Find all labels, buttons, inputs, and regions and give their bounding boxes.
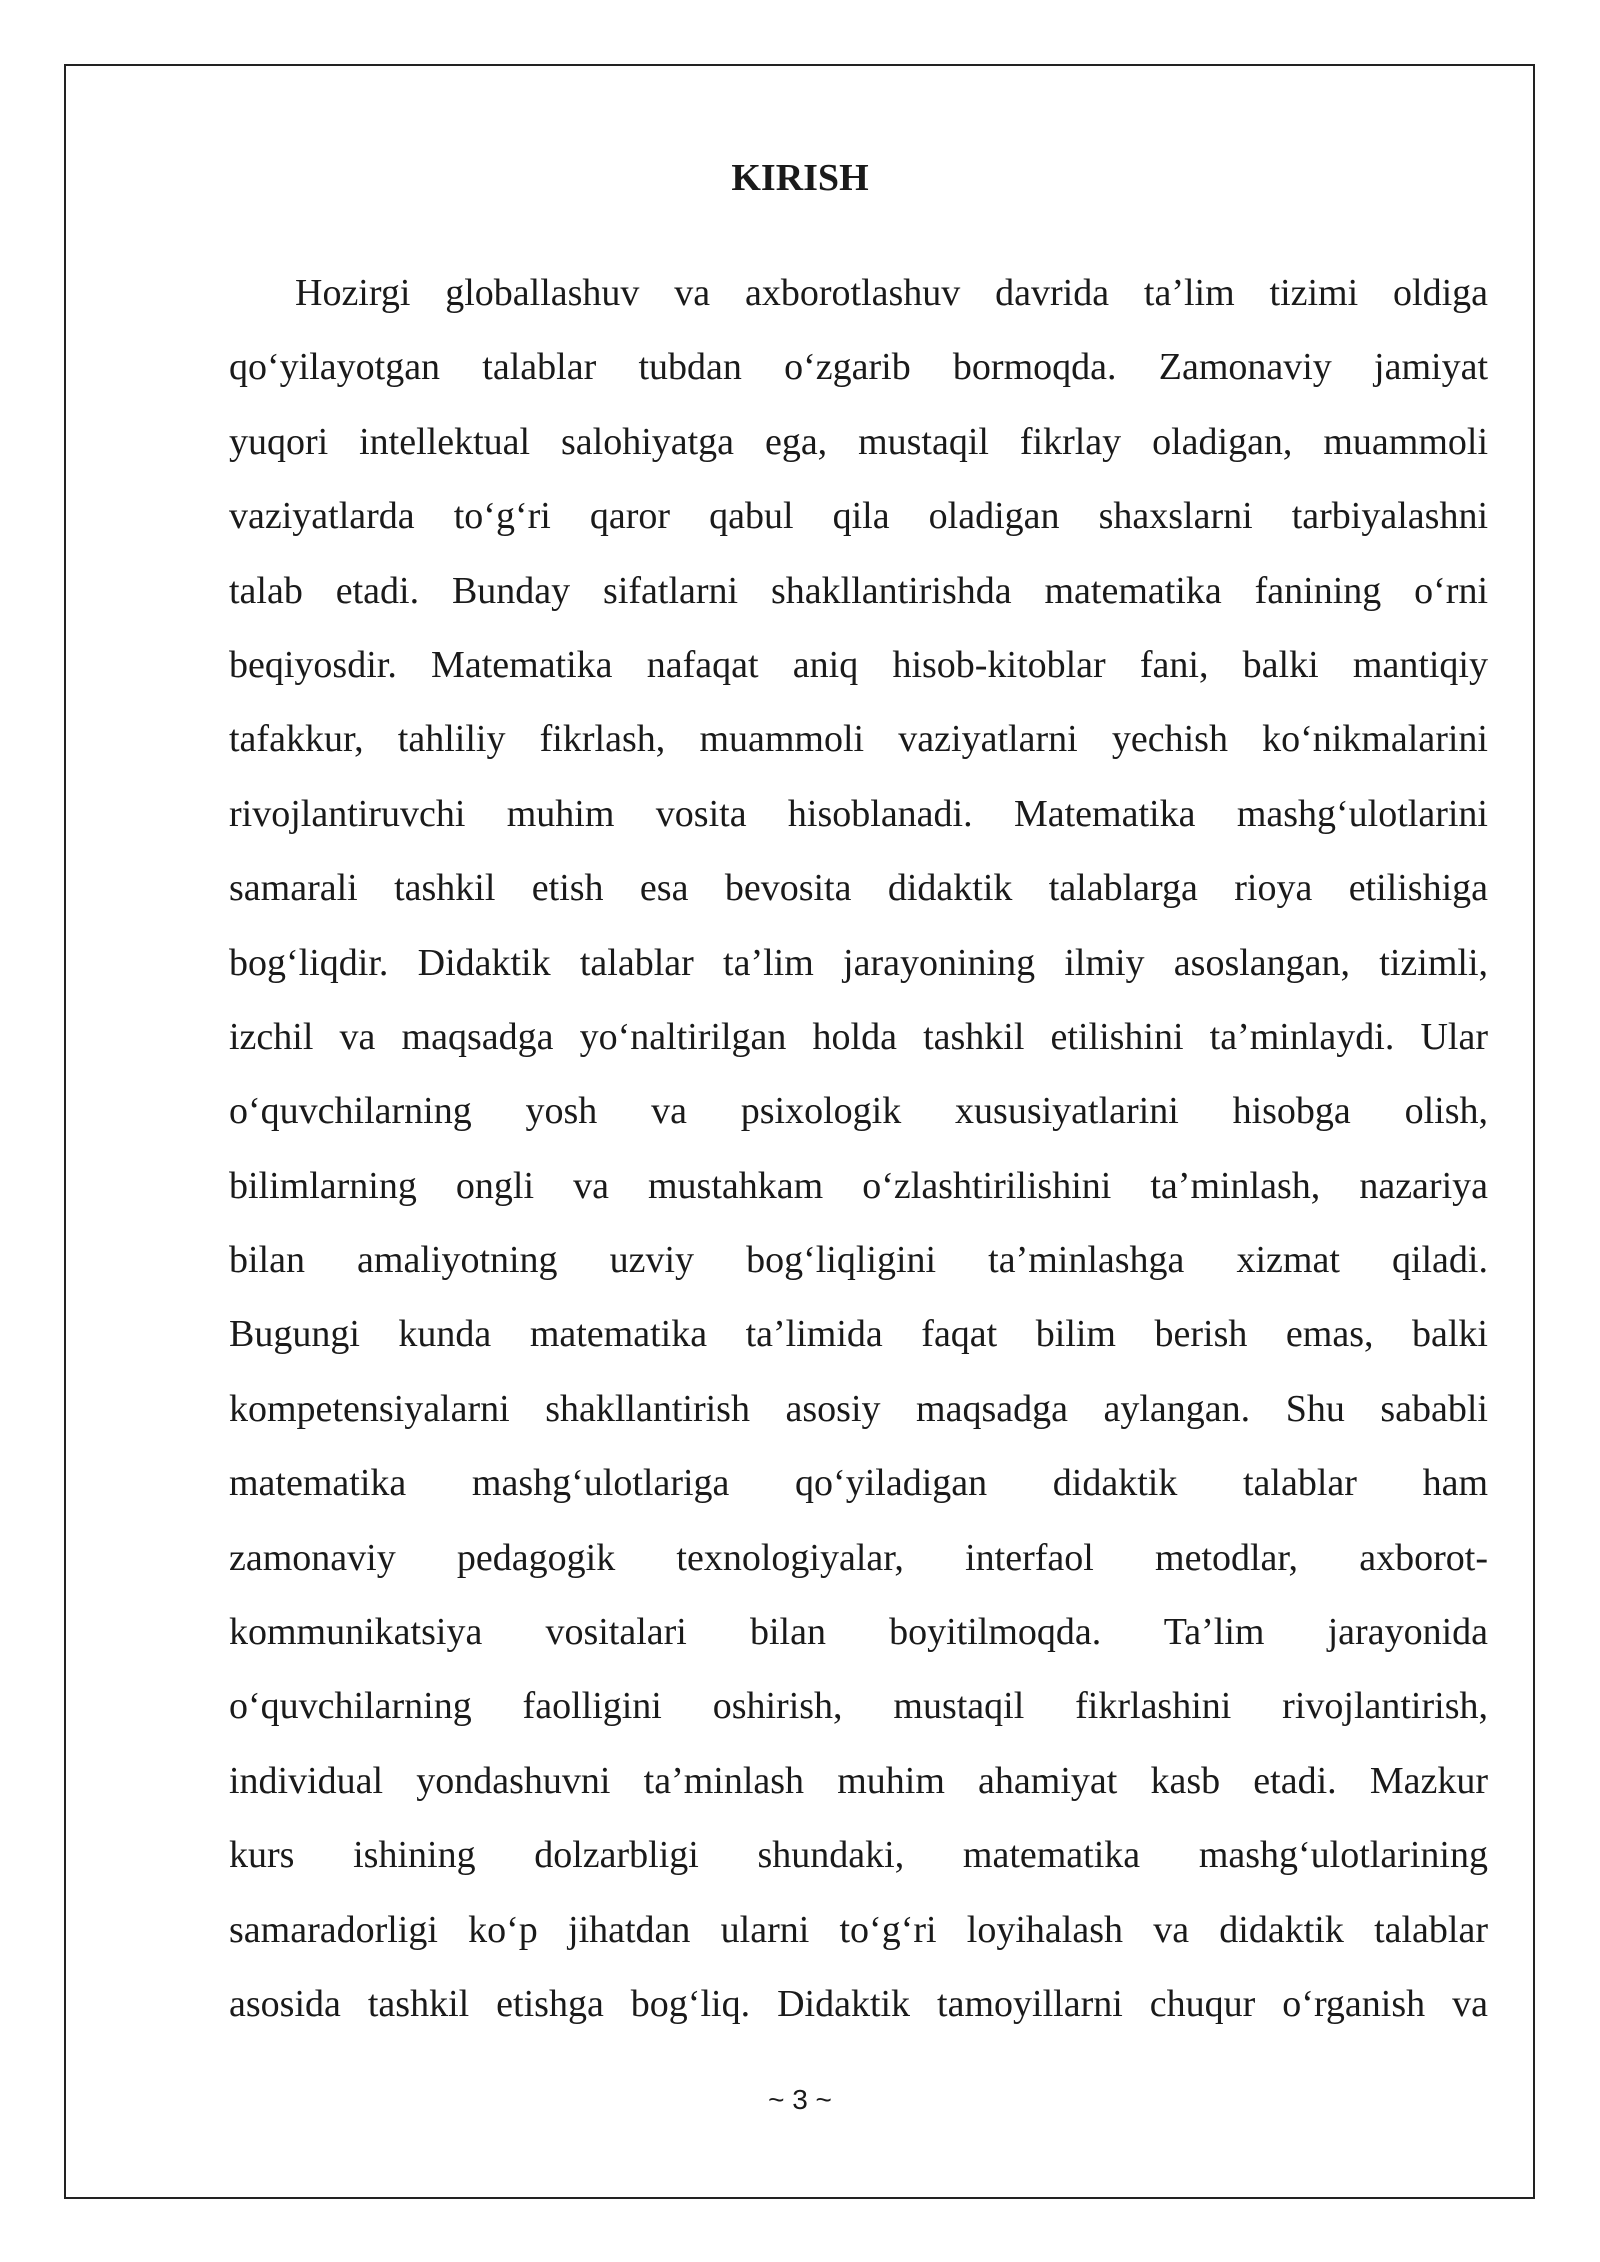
text-line: individual yondashuvni ta’minlash muhim ahamiyat kasb etadi. Mazkur [229, 1759, 1488, 1802]
text-line: yuqori intellektual salohiyatga ega, mustaqil fikrlay oladigan, muammoli [229, 420, 1488, 463]
text-line: rivojlantiruvchi muhim vosita hisoblanadi. Matematika mashg‘ulotlarini [229, 792, 1488, 835]
text-line: o‘quvchilarning yosh va psixologik xususiyatlarini hisobga olish, [229, 1090, 1488, 1133]
body-paragraph [229, 256, 1488, 2041]
text-line: bilimlarning ongli va mustahkam o‘zlashtirilishini ta’minlash, nazariya [229, 1164, 1488, 1207]
text-line: izchil va maqsadga yo‘naltirilgan holda tashkil etilishini ta’minlaydi. Ular [229, 1015, 1488, 1058]
page-number: ~ 3 ~ [768, 2084, 832, 2115]
text-line: samarali tashkil etish esa bevosita didaktik talablarga rioya etilishiga [229, 867, 1488, 910]
text-line: kommunikatsiya vositalari bilan boyitilmoqda. Ta’lim jarayonida [229, 1611, 1488, 1654]
text-line: qo‘yilayotgan talablar tubdan o‘zgarib bormoqda. Zamonaviy jamiyat [229, 346, 1488, 389]
text-line: talab etadi. Bunday sifatlarni shakllantirishda matematika fanining o‘rni [229, 569, 1488, 612]
text-line: zamonaviy pedagogik texnologiyalar, interfaol metodlar, axborot- [229, 1536, 1488, 1579]
text-line: vaziyatlarda to‘g‘ri qaror qabul qila oladigan shaxslarni tarbiyalashni [229, 495, 1488, 538]
text-line: bog‘liqdir. Didaktik talablar ta’lim jarayonining ilmiy asoslangan, tizimli, [229, 941, 1488, 984]
text-line: Bugungi kunda matematika ta’limida faqat bilim berish emas, balki [229, 1313, 1488, 1356]
text-line: kurs ishining dolzarbligi shundaki, matematika mashg‘ulotlarining [229, 1834, 1488, 1877]
text-line: samaradorligi ko‘p jihatdan ularni to‘g‘ri loyihalash va didaktik talablar [229, 1908, 1488, 1951]
text-line: asosida tashkil etishga bog‘liq. Didaktik tamoyillarni chuqur o‘rganish va [229, 1982, 1488, 2025]
text-line: beqiyosdir. Matematika nafaqat aniq hisob-kitoblar fani, balki mantiqiy [229, 643, 1488, 686]
text-line: kompetensiyalarni shakllantirish asosiy maqsadga aylangan. Shu sababli [229, 1387, 1488, 1430]
page-title: KIRISH [731, 157, 869, 199]
text-line: tafakkur, tahliliy fikrlash, muammoli vaziyatlarni yechish ko‘nikmalarini [229, 718, 1488, 761]
text-line: Hozirgi globallashuv va axborotlashuv davrida ta’lim tizimi oldiga [295, 272, 1488, 314]
text-line: matematika mashg‘ulotlariga qo‘yiladigan didaktik talablar ham [229, 1462, 1488, 1505]
text-line: o‘quvchilarning faolligini oshirish, mustaqil fikrlashini rivojlantirish, [229, 1685, 1488, 1728]
text-line: bilan amaliyotning uzviy bog‘liqligini ta’minlashga xizmat qiladi. [229, 1239, 1488, 1282]
